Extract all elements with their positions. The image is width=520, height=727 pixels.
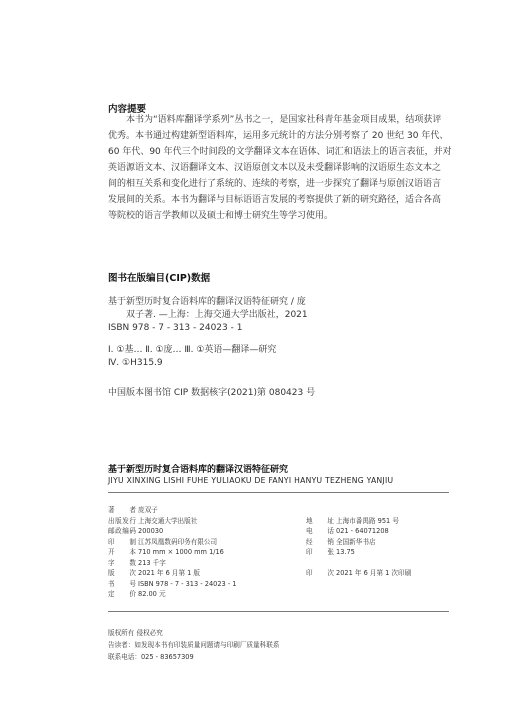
info-label: 字 数	[108, 558, 136, 567]
info-value: 710 mm × 1000 mm 1/16	[138, 548, 224, 556]
info-value: ISBN 978 - 7 - 313 - 24023 - 1	[138, 579, 237, 588]
info-label: 印 张	[306, 548, 334, 556]
info-label	[306, 558, 334, 569]
divider-bottom	[108, 611, 449, 612]
cip-subject-line: Ⅰ. ①基… Ⅱ. ①庞… Ⅲ. ①英语—翻译—研究	[108, 345, 277, 355]
info-row	[108, 589, 449, 600]
info-label: 书 号	[108, 579, 136, 588]
info-value: 200030	[138, 527, 164, 535]
info-value: 213 千字	[138, 558, 166, 567]
abstract-line: 间的相互关系和变化进行了系统的、连续的考察，进一步探究了翻译与原创汉语语言	[108, 179, 442, 189]
info-label: 地 址	[306, 516, 334, 525]
info-label: 版 次	[108, 569, 136, 577]
info-label: 定 价	[108, 590, 136, 598]
info-label: 邮政编码	[108, 527, 136, 535]
abstract-line: 优秀。本书通过构建新型语料库，运用多元统计的方法分别考察了 20 世纪 30 年代、	[108, 131, 449, 141]
info-value: 021 - 64071208	[336, 527, 389, 535]
info-value: 江苏凤凰数码印务有限公司	[138, 537, 218, 546]
info-value: 2021 年 6 月第 1 次印刷	[336, 569, 412, 577]
info-row	[108, 558, 449, 569]
info-value: 上海交通大学出版社	[138, 516, 198, 525]
info-label	[306, 579, 334, 590]
cip-title: 图书在版编目(CIP)数据	[108, 273, 211, 284]
info-row	[108, 568, 449, 579]
book-title: 基于新型历时复合语料库的翻译汉语特征研究	[108, 465, 289, 475]
info-row	[108, 516, 449, 527]
info-value: 13.75	[336, 548, 355, 556]
abstract-line: 本书为“语料库翻译学系列”丛书之一，是国家社科青年基金项目成果，结项获评	[126, 115, 442, 125]
abstract-line: 发展间的关系。本书为翻译与目标语语言发展的考察提供了新的研究路径，适合各高	[108, 195, 442, 205]
info-label: 印 制	[108, 537, 136, 546]
reader-notice: 告读者：如发现本书有印装质量问题请与印刷厂质量科联系	[108, 641, 280, 649]
info-label: 开 本	[108, 548, 136, 556]
abstract-line: 英语源语文本、汉语翻译文本、汉语原创文本以及未受翻译影响的汉语原生态文本之	[108, 163, 442, 173]
abstract-line: 等院校的语言学教师以及硕士和博士研究生等学习使用。	[108, 211, 334, 221]
info-row	[108, 547, 449, 558]
book-title-pinyin: JIYU XINXING LISHI FUHE YULIAOKU DE FANYI HANYU TEZHENG YANJIU	[108, 476, 394, 485]
info-label: 电 话	[306, 527, 334, 535]
cip-entry-line: ISBN 978 - 7 - 313 - 24023 - 1	[108, 323, 243, 333]
info-label: 印 次	[306, 569, 334, 577]
cip-entry	[108, 296, 308, 335]
info-value: 上海市番禺路 951 号	[336, 516, 399, 525]
abstract-line: 60 年代、90 年代三个时间段的文学翻译文本在语体、词汇和语法上的语言表征，并对	[108, 147, 452, 157]
cip-library-line: 中国版本图书馆 CIP 数据核字(2021)第 080423 号	[108, 388, 316, 398]
cip-entry-line: 双子著. —上海：上海交通大学出版社，2021	[126, 310, 308, 320]
cip-entry-line: 基于新型历时复合语料库的翻译汉语特征研究 / 庞	[108, 297, 306, 307]
info-label: 出版发行	[108, 516, 136, 525]
info-row	[108, 505, 449, 516]
cip-subjects	[108, 344, 276, 370]
info-value: 全国新华书店	[336, 537, 376, 546]
abstract-paragraph	[108, 112, 452, 224]
abstract-title: 内容提要	[108, 104, 147, 115]
contact-phone: 联系电话：025 - 83657309	[108, 653, 194, 661]
cip-subject-line: Ⅳ. ①H315.9	[108, 358, 163, 368]
rights-text: 版权所有 侵权必究	[108, 629, 163, 637]
info-row	[108, 526, 449, 537]
info-value: 庞双子	[138, 506, 158, 514]
rights-block	[108, 627, 279, 663]
info-label: 著 者	[108, 506, 136, 514]
info-value: 82.00 元	[138, 590, 166, 598]
info-value: 2021 年 6 月第 1 版	[138, 569, 201, 577]
info-label: 经 销	[306, 537, 334, 546]
info-row	[108, 579, 449, 590]
publication-info	[108, 505, 449, 600]
divider-top	[108, 492, 449, 493]
info-row	[108, 537, 449, 548]
info-label	[306, 505, 334, 516]
info-label	[306, 589, 334, 600]
